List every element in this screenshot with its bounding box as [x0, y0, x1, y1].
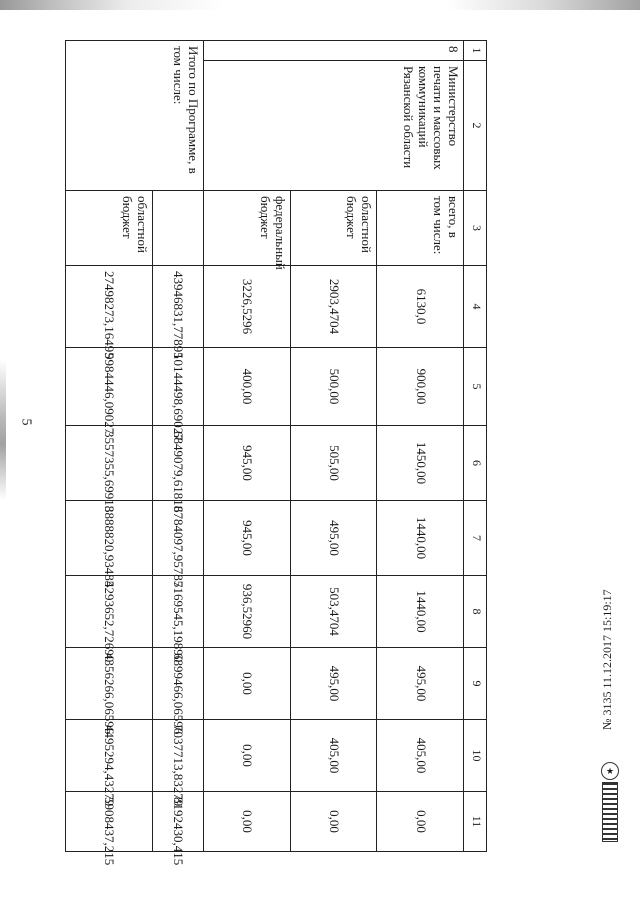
value-cell: 495,00	[377, 648, 464, 720]
header-cell: 7	[464, 501, 487, 576]
stamp-barcode	[602, 782, 618, 842]
header-cell: 1	[464, 41, 487, 61]
value-cell: 5908437,215	[66, 792, 153, 852]
value-cell: 0,00	[204, 720, 291, 792]
value-cell: 6130,0	[377, 266, 464, 348]
value-cell: 6784097,95785	[152, 501, 204, 576]
value-cell: 1450,00	[377, 426, 464, 501]
header-cell: 3	[464, 191, 487, 266]
header-cell: 5	[464, 348, 487, 426]
source-cell: всего, в том числе:	[377, 191, 464, 266]
value-cell: 2903,4704	[290, 266, 377, 348]
row-number-cell: 8	[204, 41, 464, 61]
value-cell: 43946831,77895	[152, 266, 204, 348]
value-cell: 0,00	[377, 792, 464, 852]
value-cell: 1440,00	[377, 576, 464, 648]
registration-number: № 3135 11.12.2017 15:19:17	[600, 589, 614, 730]
page-number: 5	[18, 418, 34, 426]
source-cell: областной бюджет	[290, 191, 377, 266]
table-row	[377, 41, 464, 852]
header-cell: 4	[464, 266, 487, 348]
value-cell: 4293652,72690	[66, 576, 153, 648]
source-cell	[152, 191, 204, 266]
value-cell: 503,4704	[290, 576, 377, 648]
value-cell: 8192430,415	[152, 792, 204, 852]
value-cell: 495,00	[290, 501, 377, 576]
header-cell: 11	[464, 792, 487, 852]
header-cell: 2	[464, 61, 487, 191]
executor-cell: Министерство печати и массовых коммуникаций Рязанской области	[204, 61, 464, 191]
value-cell: 405,00	[290, 720, 377, 792]
emblem-icon: ★	[601, 762, 619, 780]
header-cell: 8	[464, 576, 487, 648]
value-cell: 7037713,83279	[152, 720, 204, 792]
value-cell: 0,00	[204, 648, 291, 720]
value-cell: 3557355,69918	[66, 426, 153, 501]
registry-stamp	[597, 742, 623, 842]
scan-edge-top	[0, 0, 640, 10]
value-cell: 6899466,06596	[152, 648, 204, 720]
value-cell: 400,00	[204, 348, 291, 426]
value-cell: 27498273,16495	[66, 266, 153, 348]
value-cell: 945,00	[204, 501, 291, 576]
header-cell: 10	[464, 720, 487, 792]
total-label-cell: Итого по Программе, в том числе:	[66, 41, 204, 191]
value-cell: 6849079,61818	[152, 426, 204, 501]
source-cell: областной бюджет	[66, 191, 153, 266]
value-cell: 1440,00	[377, 501, 464, 576]
value-cell: 3888820,93485	[66, 501, 153, 576]
value-cell: 9984446,09027	[66, 348, 153, 426]
value-cell: 505,00	[290, 426, 377, 501]
value-cell: 405,00	[377, 720, 464, 792]
value-cell: 4356266,06596	[66, 648, 153, 720]
table-row	[152, 41, 204, 852]
source-cell: федеральный бюджет	[204, 191, 291, 266]
value-cell: 7169545,19890	[152, 576, 204, 648]
scan-edge-left	[0, 360, 6, 500]
value-cell: 495,00	[290, 648, 377, 720]
header-cell: 9	[464, 648, 487, 720]
table-header-row	[464, 41, 487, 852]
value-cell: 10144498,69027	[152, 348, 204, 426]
program-funding-table-rotated	[65, 40, 487, 866]
value-cell: 945,00	[204, 426, 291, 501]
value-cell: 936,52960	[204, 576, 291, 648]
value-cell: 4495294,43279	[66, 720, 153, 792]
value-cell: 900,00	[377, 348, 464, 426]
header-cell: 6	[464, 426, 487, 501]
value-cell: 500,00	[290, 348, 377, 426]
program-funding-table	[65, 40, 487, 866]
value-cell: 0,00	[290, 792, 377, 852]
value-cell: 3226,5296	[204, 266, 291, 348]
value-cell: 0,00	[204, 792, 291, 852]
